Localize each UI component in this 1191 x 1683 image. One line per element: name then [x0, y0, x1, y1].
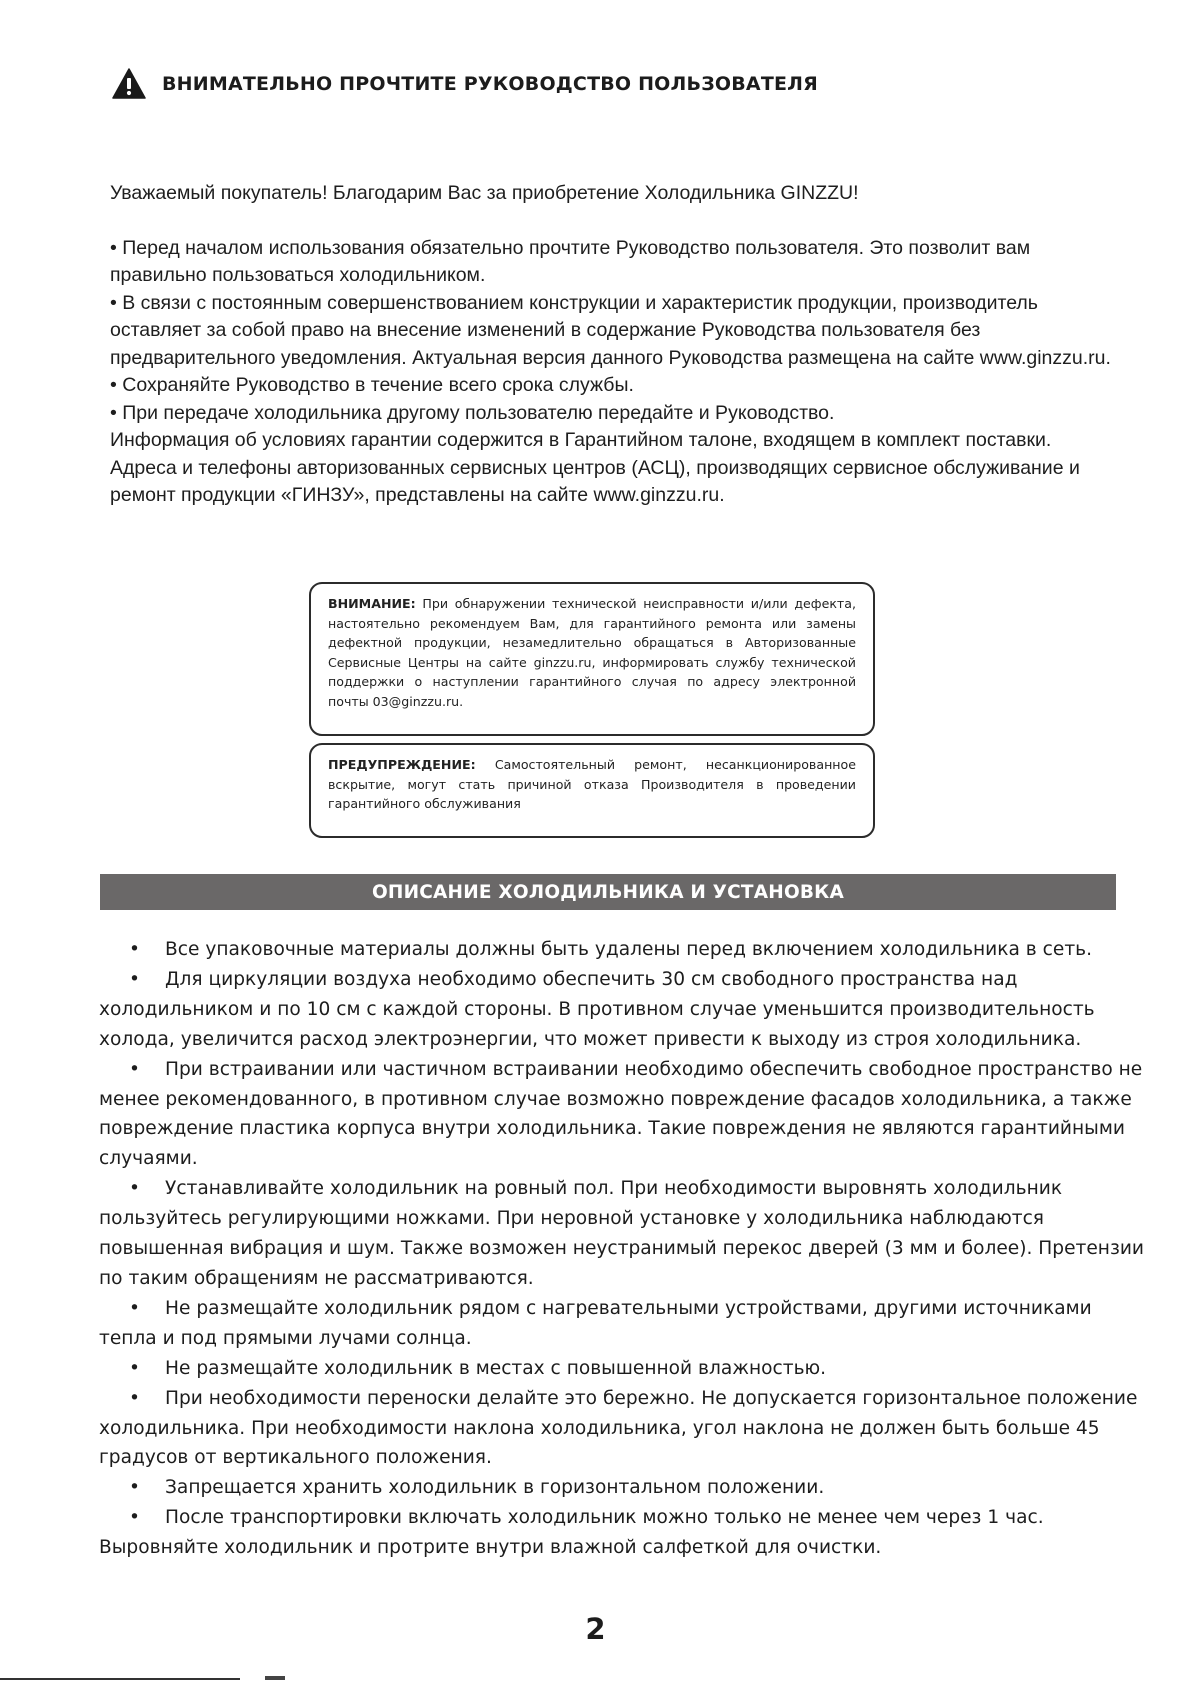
bullet-icon: •: [129, 1297, 140, 1319]
warranty-info: Информация об условиях гарантии содержится в Гарантийном талоне, входящем в комплект поставки. Адреса и телефоны авторизованных сервисных центров (АСЦ), производящих сервисное обслуживание и ремонт продукции «ГИНЗУ», представлены на сайте www.ginzzu.ru.: [110, 429, 1080, 506]
list-item-text: Запрещается хранить холодильник в горизонтальном положении.: [165, 1477, 825, 1499]
attention-label: ВНИМАНИЕ:: [328, 596, 416, 611]
intro-item: • Перед началом использования обязательно прочтите Руководство пользователя. Это позволит вам правильно пользоваться холодильником.: [110, 236, 1031, 286]
list-item-text: Устанавливайте холодильник на ровный пол. При необходимости выровнять холодильник пользуйтесь регулирующими ножками. При неровной установке у холодильника наблюдаются повышенная вибрация и шум. Также возможен неустранимый перекос дверей (3 мм и более). Претензии по таким обращениям не рассматриваются.: [99, 1178, 1144, 1289]
section-header-bar: [100, 874, 1116, 910]
list-item-text: Не размещайте холодильник в местах с повышенной влажностью.: [165, 1357, 827, 1379]
list-item: [99, 935, 1151, 965]
intro-item: • При передаче холодильника другому пользователю передайте и Руководство.: [110, 401, 835, 424]
attention-box: [309, 582, 875, 736]
bullet-icon: •: [129, 1357, 140, 1379]
warning-triangle-icon: [112, 68, 146, 99]
footer-mark: [265, 1676, 285, 1680]
list-item-text: При встраивании или частичном встраивании необходимо обеспечить свободное пространство не менее рекомендованного, в противном случае возможно повреждение фасадов холодильника, а также повреждение пластика корпуса внутри холодильника. Такие повреждения не являются гарантийными случаями.: [99, 1058, 1143, 1170]
list-item: [99, 1384, 1151, 1474]
list-item: [99, 1294, 1151, 1354]
bullet-icon: •: [129, 1178, 140, 1200]
warning-label: ПРЕДУПРЕЖДЕНИЕ:: [328, 757, 476, 772]
installation-rules-list: [99, 935, 1151, 1563]
list-item-text: При необходимости переноски делайте это бережно. Не допускается горизонтальное положение холодильника. При необходимости наклона холодильника, угол наклона не должен быть больше 45 градусов от вертикального положения.: [99, 1387, 1138, 1469]
bullet-icon: •: [129, 939, 140, 960]
list-item: [99, 1055, 1151, 1175]
intro-item: • В связи с постоянным совершенствованием конструкции и характеристик продукции, производитель оставляет за собой право на внесение изменений в содержание Руководства пользователя без предварительного уведомления. Актуальная версия данного Руководства размещена на сайте www.ginzzu.ru.: [110, 291, 1111, 369]
bullet-icon: •: [129, 1507, 140, 1529]
intro-section: [110, 180, 1120, 510]
warning-text: Самостоятельный ремонт, несанкционированное вскрытие, могут стать причиной отказа Производителя в проведении гарантийного обслуживания: [328, 757, 856, 812]
list-item-text: После транспортировки включать холодильник можно только не менее чем через 1 час. Выровняйте холодильник и протрите внутри влажной салфеткой для очистки.: [99, 1507, 1044, 1559]
page-number: 2: [585, 1612, 606, 1646]
list-item: [99, 1503, 1151, 1563]
bullet-icon: •: [129, 968, 140, 990]
warning-title: ВНИМАТЕЛЬНО ПРОЧТИТЕ РУКОВОДСТВО ПОЛЬЗОВАТЕЛЯ: [162, 72, 818, 95]
attention-text: При обнаружении технической неисправности и/или дефекта, настоятельно рекомендуем Вам, для гарантийного ремонта или замены дефектной продукции, незамедлительно обращаться в Авторизованные Сервисные Центры на сайте ginzzu.ru, информировать службу технической поддержки о наступлении гарантийного случая по адресу электронной почты 03@ginzzu.ru.: [328, 596, 856, 709]
list-item: [99, 1174, 1151, 1294]
list-item: [99, 965, 1151, 1055]
list-item-text: Не размещайте холодильник рядом с нагревательными устройствами, другими источниками тепла и под прямыми лучами солнца.: [99, 1297, 1092, 1349]
bullet-icon: •: [129, 1058, 140, 1080]
intro-item: • Сохраняйте Руководство в течение всего срока службы.: [110, 374, 634, 396]
footer-divider: [0, 1678, 240, 1680]
warning-box: [309, 743, 875, 838]
list-item-text: Для циркуляции воздуха необходимо обеспечить 30 см свободного пространства над холодильником и по 10 см с каждой стороны. В противном случае уменьшится производительность холода, увеличится расход электроэнергии, что может привести к выходу из строя холодильника.: [99, 968, 1095, 1050]
greeting-text: Уважаемый покупатель! Благодарим Вас за приобретение Холодильника GINZZU!: [110, 182, 859, 204]
bullet-icon: •: [129, 1477, 140, 1499]
list-item: [99, 1354, 1151, 1384]
section-title: ОПИСАНИЕ ХОЛОДИЛЬНИКА И УСТАНОВКА: [371, 881, 845, 903]
list-item-text: Все упаковочные материалы должны быть удалены перед включением холодильника в сеть.: [165, 939, 1093, 960]
bullet-icon: •: [129, 1387, 140, 1409]
list-item: [99, 1473, 1151, 1503]
warning-header: [112, 68, 818, 99]
